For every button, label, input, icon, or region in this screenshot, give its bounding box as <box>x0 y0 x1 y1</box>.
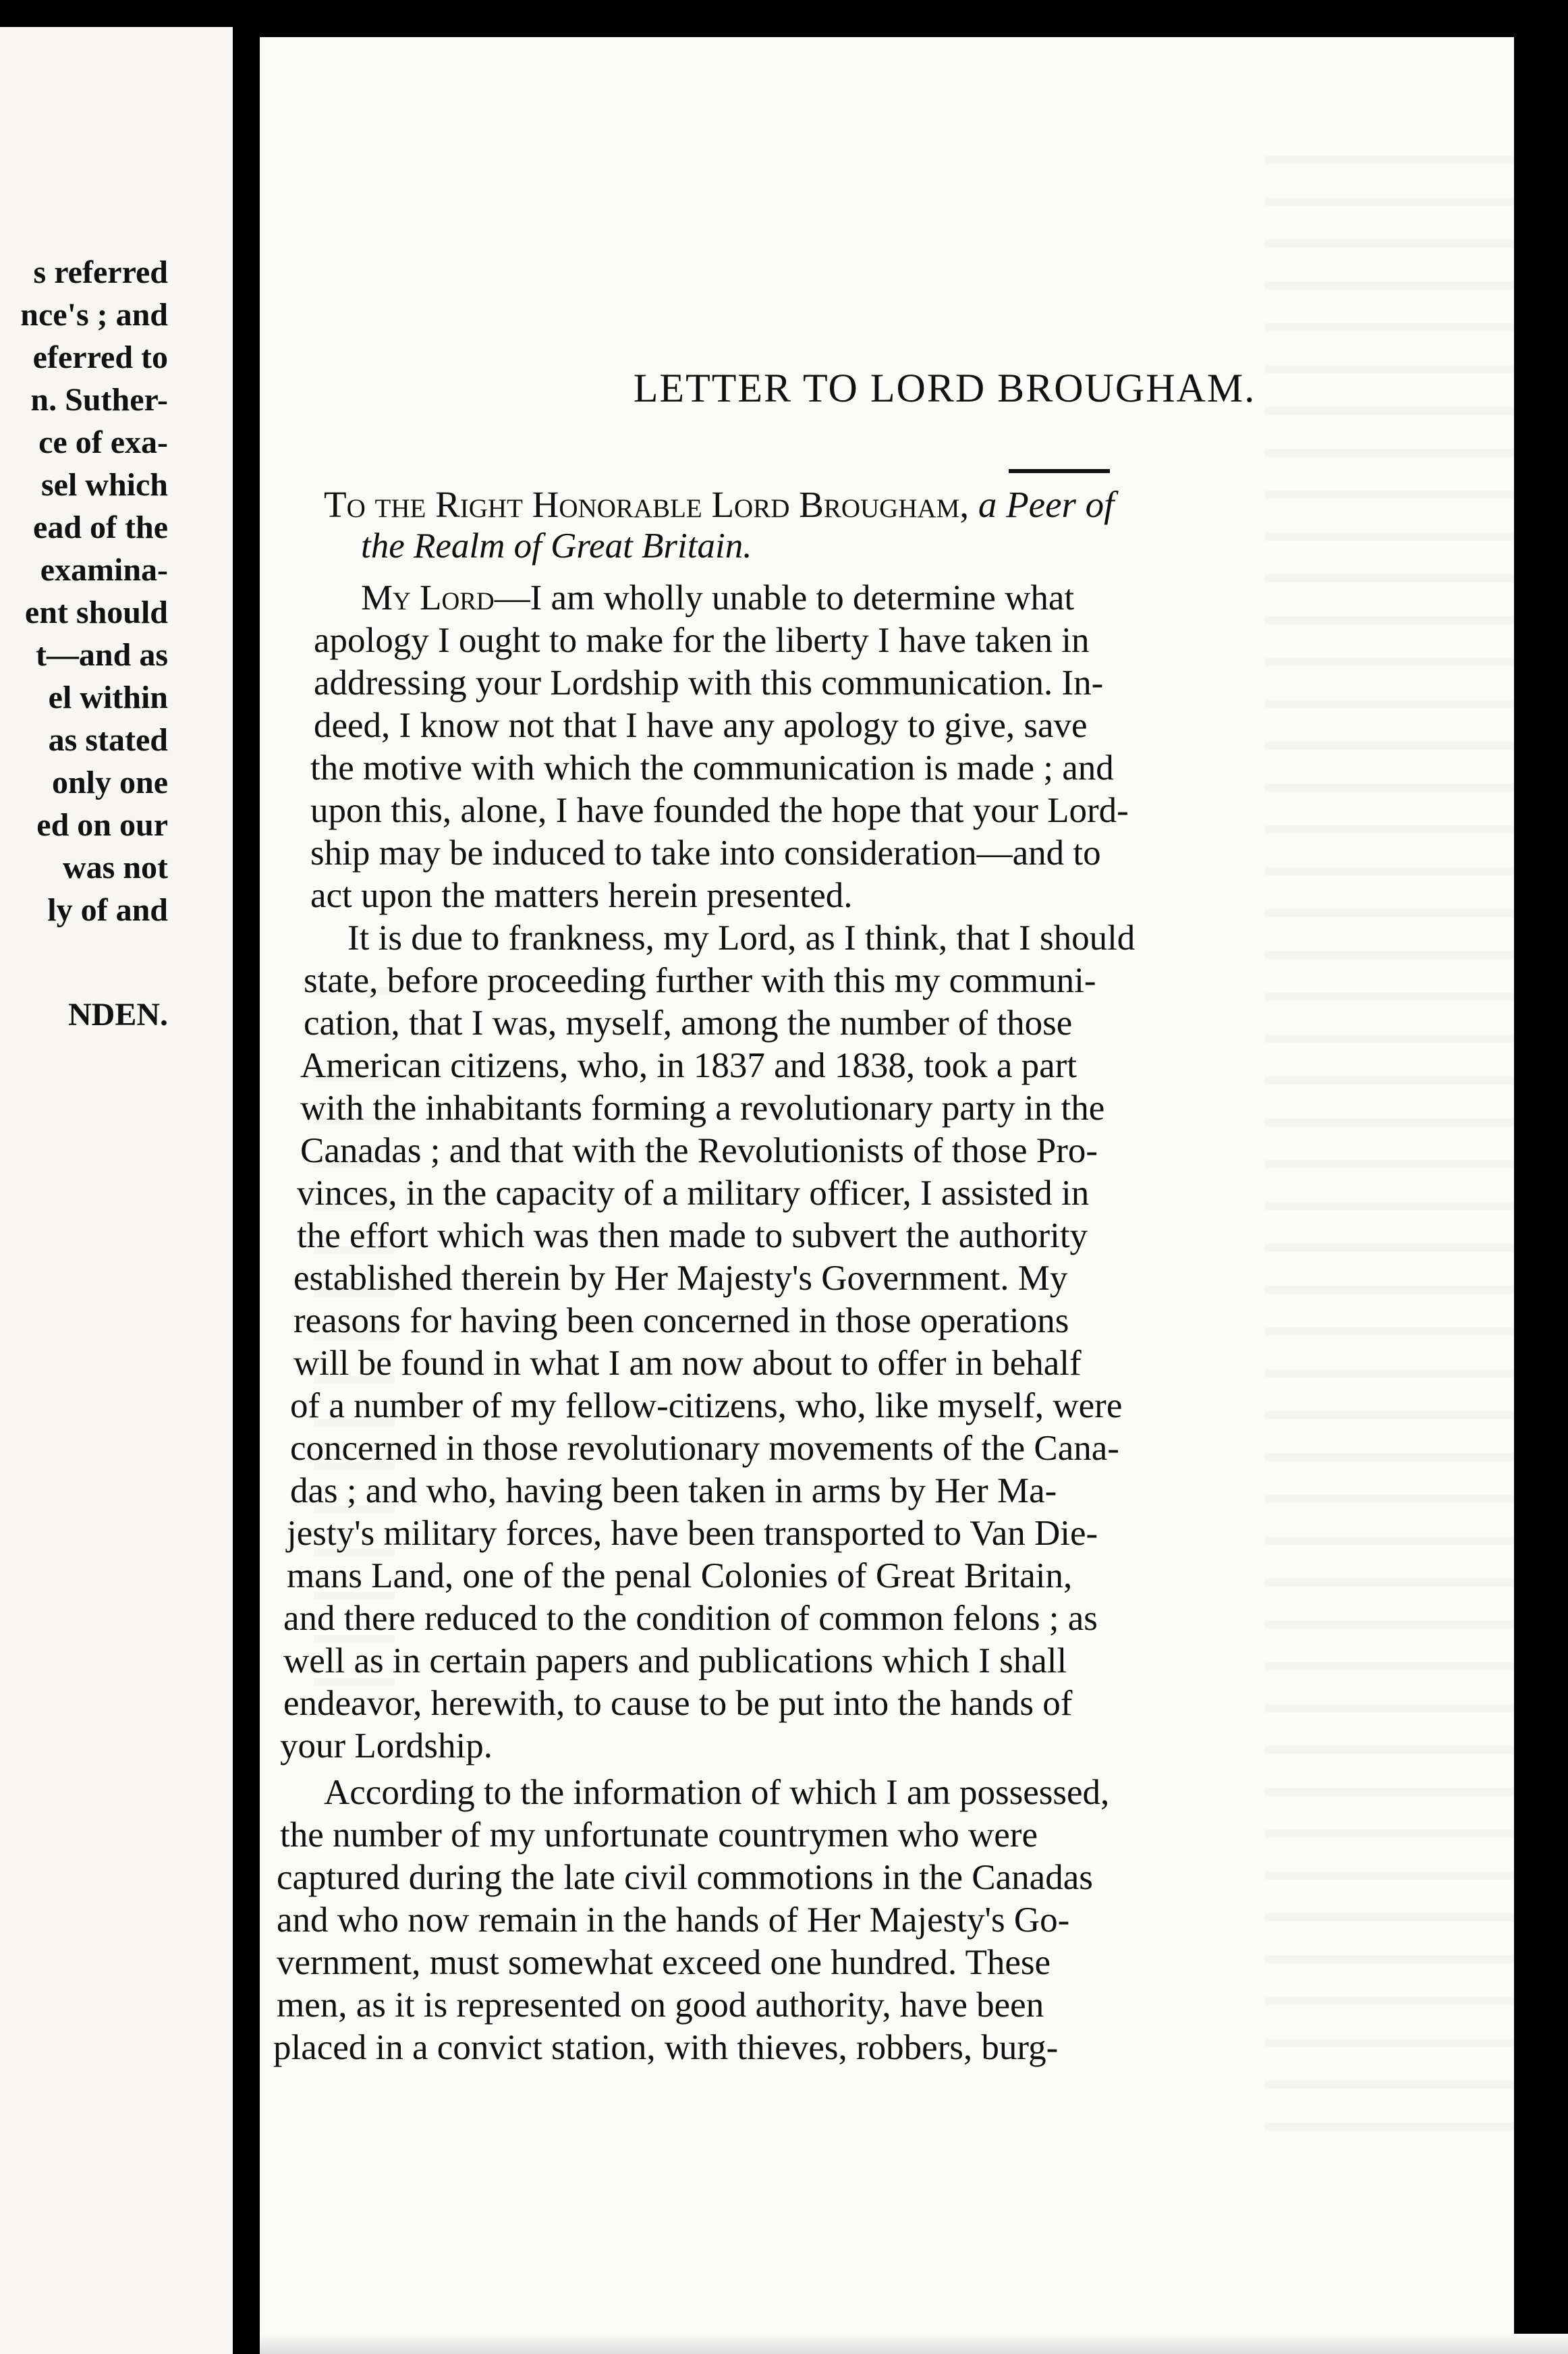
left-text-line: t—and as <box>35 637 168 673</box>
paragraph-line: reasons for having been concerned in those operations <box>293 1301 1069 1340</box>
paragraph-line: vernment, must somewhat exceed one hundred. These <box>277 1943 1051 1982</box>
left-text-line: ead of the <box>33 510 168 545</box>
paragraph-line: concerned in those revolutionary movements of the Cana- <box>290 1429 1119 1468</box>
title-rule <box>1009 469 1110 473</box>
paragraph-line: vinces, in the capacity of a military officer, I assisted in <box>297 1174 1090 1213</box>
left-text-line: sel which <box>40 467 168 503</box>
paragraph-line: captured during the late civil commotions in the Canadas <box>277 1858 1093 1897</box>
scan-border-right <box>1514 0 1568 2354</box>
left-text-line: ce of exa- <box>38 425 168 460</box>
paragraph-line: apology I ought to make for the liberty I have taken in <box>314 621 1090 660</box>
paragraph-line: upon this, alone, I have founded the hope that your Lord- <box>310 791 1129 830</box>
main-page <box>260 37 1568 2354</box>
paragraph-line: men, as it is represented on good authority, have been <box>277 1986 1044 2025</box>
paragraph-line: of a number of my fellow-citizens, who, like myself, were <box>290 1386 1123 1425</box>
paragraph-line: deed, I know not that I have any apology to give, save <box>314 706 1088 745</box>
left-text-line: ly of and <box>47 892 168 928</box>
paragraph-line: das ; and who, having been taken in arms by Her Ma- <box>290 1471 1057 1510</box>
paragraph-line: placed in a convict station, with thieves, robbers, burg- <box>273 2028 1059 2067</box>
left-page-fragment <box>0 27 233 2354</box>
paragraph-line: endeavor, herewith, to cause to be put into the hands of <box>283 1684 1073 1723</box>
salutation-line <box>324 486 1568 523</box>
paragraph-line: act upon the matters herein presented. <box>310 876 853 915</box>
paragraph-line: mans Land, one of the penal Colonies of Great Britain, <box>287 1556 1073 1595</box>
paragraph-line: According to the information of which I am possessed, <box>324 1773 1110 1812</box>
salutation-line: the Realm of Great Britain. <box>361 526 752 566</box>
paragraph-line: Canadas ; and that with the Revolutionists of those Pro- <box>300 1131 1098 1170</box>
left-text-line: examina- <box>40 552 168 588</box>
paragraph-line: with the inhabitants forming a revolutionary party in the <box>300 1089 1105 1128</box>
salutation-address: To the Right Honorable Lord Brougham, <box>324 484 970 525</box>
left-text-line: as stated <box>48 722 168 758</box>
paragraph-line <box>361 580 1568 616</box>
paragraph-text: —I am wholly unable to determine what <box>494 578 1075 618</box>
paragraph-line: ship may be induced to take into consideration—and to <box>310 833 1101 873</box>
book-gutter <box>233 27 260 2354</box>
page-text <box>260 37 1568 2354</box>
left-text-line: n. Suther- <box>30 382 168 418</box>
paragraph-line: the effort which was then made to subvert the authority <box>297 1216 1088 1255</box>
paragraph-line: state, before proceeding further with this my communi- <box>304 961 1096 1000</box>
paragraph-line: and who now remain in the hands of Her Majesty's Go- <box>277 1900 1070 1940</box>
paragraph-line: the number of my unfortunate countrymen who were <box>280 1815 1038 1855</box>
paragraph-line: cation, that I was, myself, among the number of those <box>304 1004 1073 1043</box>
left-text-line: only one <box>51 765 168 800</box>
left-text-line: nce's ; and <box>20 297 168 333</box>
paragraph-line: well as in certain papers and publications which I shall <box>283 1641 1067 1680</box>
paragraph-line: and there reduced to the condition of common felons ; as <box>283 1599 1098 1638</box>
page-title: LETTER TO LORD BROUGHAM. <box>633 366 1256 410</box>
left-text-line: ed on our <box>36 807 168 843</box>
salutation-title: a Peer of <box>969 484 1115 525</box>
salutation-lead: My Lord <box>361 578 495 618</box>
paragraph-line: established therein by Her Majesty's Government. My <box>293 1259 1068 1298</box>
left-text-line: eferred to <box>32 339 168 375</box>
left-text-line: s referred <box>33 254 168 290</box>
page-bottom-edge <box>260 2334 1568 2354</box>
paragraph-line: will be found in what I am now about to offer in behalf <box>293 1344 1082 1383</box>
left-text-line: ent should <box>24 595 168 630</box>
paragraph-line: the motive with which the communication is made ; and <box>310 748 1114 788</box>
left-text-line: NDEN. <box>67 997 168 1033</box>
paragraph-line: It is due to frankness, my Lord, as I think, that I should <box>347 919 1136 958</box>
paragraph-line: jesty's military forces, have been transported to Van Die- <box>287 1514 1098 1553</box>
paragraph-line: addressing your Lordship with this communication. In- <box>314 663 1104 703</box>
paragraph-line: American citizens, who, in 1837 and 1838, took a part <box>300 1046 1077 1085</box>
paragraph-line: your Lordship. <box>280 1726 493 1766</box>
left-text-line: el within <box>48 680 168 715</box>
left-text-line: was not <box>62 850 168 885</box>
